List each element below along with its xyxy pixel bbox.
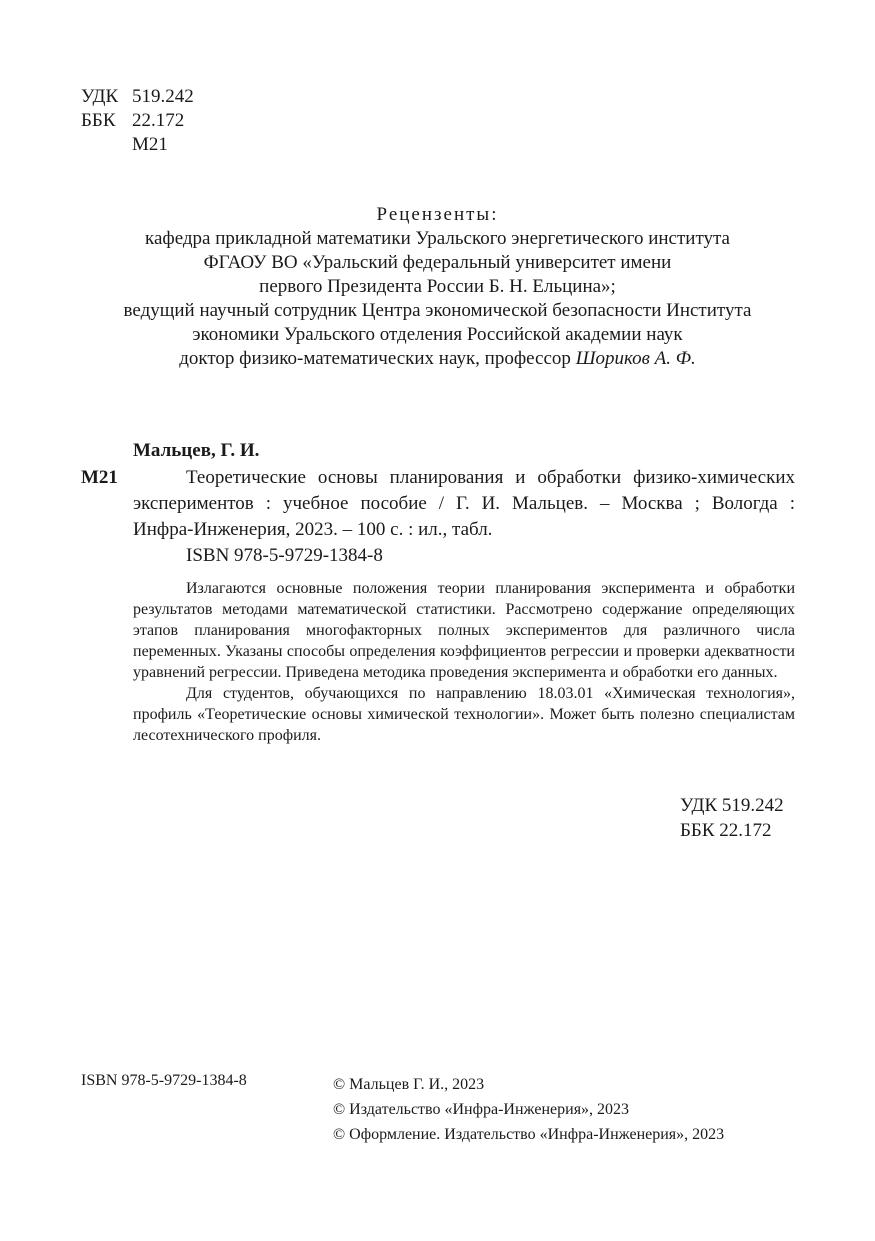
record-line-3: Инфра-Инженерия, 2023. – 100 с. : ил., табл.: [133, 519, 493, 540]
reviewers-block: [60, 203, 815, 371]
reviewer-line: первого Президента России Б. Н. Ельцина»;: [259, 276, 616, 297]
copyright-line: © Мальцев Г. И., 2023: [333, 1076, 485, 1093]
annotation-paragraph-1: Излагаются основные положения теории планирования эксперимента и обработки результатов методами математической статистики. Рассмотрено содержание определяющих этапов планирования многофакторных полных экспериментов для различного числа переменных. Указаны способы определения коэффициентов регрессии и проверки адекватности уравнений регрессии. Приведена методика проведения эксперимента и обработки его данных.: [133, 580, 795, 681]
bibliographic-record: [133, 465, 795, 569]
record-isbn: ISBN 978-5-9729-1384-8: [186, 545, 383, 566]
bbk-line: [81, 109, 184, 133]
bbk-value: 22.172: [132, 110, 185, 131]
reviewer-line: ведущий научный сотрудник Центра экономической безопасности Института: [123, 300, 752, 321]
udk-index: УДК 519.242: [680, 795, 784, 816]
reviewer-line: кафедра прикладной математики Уральского энергетического института: [145, 228, 730, 249]
udk-line: [81, 85, 194, 109]
copyright-block: [333, 1072, 724, 1147]
udk-value: 519.242: [132, 86, 194, 107]
reviewer-last-line: [60, 347, 815, 371]
record-author: Мальцев, Г. И.: [133, 440, 260, 461]
author-mark: М21: [132, 134, 168, 155]
reviewer-line: экономики Уральского отделения Российской академии наук: [192, 324, 683, 345]
bbk-index: ББК 22.172: [680, 820, 772, 841]
indexes-block: [680, 793, 784, 843]
annotation: [133, 578, 795, 746]
copyright-line: © Издательство «Инфра-Инженерия», 2023: [333, 1101, 630, 1118]
author-mark-line: [81, 133, 168, 157]
record-line-2: экспериментов : учебное пособие / Г. И. Мальцев. – Москва ; Вологда :: [133, 493, 795, 514]
reviewers-heading: Рецензенты:: [376, 204, 499, 225]
record-cutter: М21: [81, 467, 118, 488]
reviewer-title: доктор физико-математических наук, профессор: [179, 348, 576, 369]
record-title-line: Теоретические основы планирования и обработки физико-химических: [186, 467, 795, 488]
reviewer-line: ФГАОУ ВО «Уральский федеральный университет имени: [203, 252, 672, 273]
udk-label: УДК: [81, 86, 119, 107]
bbk-label: ББК: [81, 110, 116, 131]
copyright-line: © Оформление. Издательство «Инфра-Инженерия», 2023: [333, 1126, 725, 1143]
annotation-paragraph-2: Для студентов, обучающихся по направлению 18.03.01 «Химическая технология», профиль «Теоретические основы химической технологии». Может быть полезно специалистам лесотехнического профиля.: [133, 685, 795, 744]
footer-isbn: ISBN 978-5-9729-1384-8: [81, 1072, 247, 1089]
reviewer-name: Шориков А. Ф.: [575, 348, 696, 369]
